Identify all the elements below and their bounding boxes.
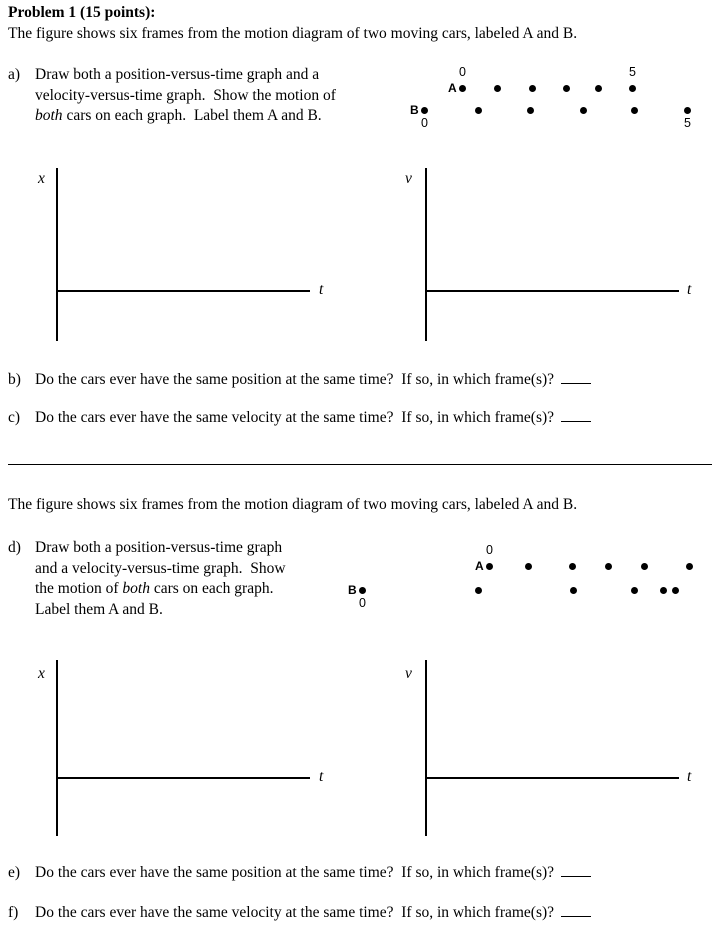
- question-e-marker: e): [8, 864, 21, 881]
- y-axis: [425, 168, 427, 341]
- motion-dot: [459, 85, 466, 92]
- motion-dot: [686, 563, 693, 570]
- frame-number-first: 0: [459, 65, 466, 79]
- part-a: [8, 65, 400, 127]
- motion-dot: [605, 563, 612, 570]
- part-a-line3-rest: cars on each graph. Label them A and B.: [62, 107, 322, 124]
- part-d-line3: [35, 579, 328, 600]
- y-axis: [56, 660, 58, 836]
- motion-dot: [563, 85, 570, 92]
- position-time-graph-d[interactable]: [38, 660, 338, 840]
- x-axis: [56, 290, 310, 292]
- motion-dot: [580, 107, 587, 114]
- motion-dot: [641, 563, 648, 570]
- intro-text: The figure shows six frames from the motion diagram of two moving cars, labeled A and B.: [8, 25, 578, 42]
- part-a-line3: [35, 106, 400, 127]
- question-b: [8, 368, 591, 391]
- problem-title: Problem 1 (15 points):: [8, 4, 156, 21]
- section-divider: [8, 464, 712, 465]
- car-label-b: B: [410, 103, 419, 117]
- x-axis-label: t: [687, 768, 692, 785]
- answer-blank-e[interactable]: [561, 861, 591, 877]
- car-label-a: A: [448, 81, 457, 95]
- motion-dot: [595, 85, 602, 92]
- question-f-marker: f): [8, 904, 19, 921]
- motion-dot: [486, 563, 493, 570]
- motion-dot: [672, 587, 679, 594]
- motion-dot: [684, 107, 691, 114]
- position-time-graph-a[interactable]: [38, 168, 338, 348]
- car-label-a: A: [475, 559, 484, 573]
- frame-number-first: 0: [486, 543, 493, 557]
- answer-blank-c[interactable]: [561, 406, 591, 422]
- italic-both-word: both: [35, 107, 63, 124]
- motion-dot: [421, 107, 428, 114]
- part-d-line1: Draw both a position-versus-time graph: [35, 539, 283, 556]
- car-label-b: B: [348, 583, 357, 597]
- frame-number-first: 0: [359, 596, 366, 610]
- question-c-marker: c): [8, 409, 21, 426]
- part-d-line3-start: the motion of: [35, 580, 123, 597]
- motion-dot: [660, 587, 667, 594]
- part-d: [8, 538, 328, 620]
- question-e-text: Do the cars ever have the same position at the same time? If so, in which frame(s)?: [35, 864, 555, 881]
- question-c-text: Do the cars ever have the same velocity at the same time? If so, in which frame(s)?: [35, 409, 555, 426]
- y-axis-label: x: [38, 170, 45, 187]
- frame-number-last: 5: [629, 65, 636, 79]
- question-e: [8, 861, 591, 884]
- question-f: [8, 901, 591, 924]
- italic-both-word: both: [122, 580, 150, 597]
- motion-dot: [631, 587, 638, 594]
- motion-dot: [527, 107, 534, 114]
- x-axis: [56, 777, 310, 779]
- x-axis: [425, 290, 679, 292]
- motion-dot: [525, 563, 532, 570]
- part-a-line2: velocity-versus-time graph. Show the motion of: [35, 86, 336, 104]
- intro-text-repeat: The figure shows six frames from the motion diagram of two moving cars, labeled A and B.: [8, 496, 578, 513]
- frame-number-last: 5: [684, 116, 691, 130]
- motion-dot: [475, 107, 482, 114]
- velocity-time-graph-d[interactable]: [403, 660, 703, 840]
- x-axis-label: t: [319, 281, 324, 298]
- motion-dot: [494, 85, 501, 92]
- part-d-text: [35, 538, 328, 620]
- part-d-line2: and a velocity-versus-time graph. Show: [35, 559, 286, 577]
- motion-diagram-bottom: [340, 542, 698, 616]
- question-b-text: Do the cars ever have the same position at the same time? If so, in which frame(s)?: [35, 371, 555, 388]
- frame-number-first: 0: [421, 116, 428, 130]
- motion-dot: [629, 85, 636, 92]
- motion-dot: [529, 85, 536, 92]
- motion-dot: [359, 587, 366, 594]
- x-axis-label: t: [319, 768, 324, 785]
- motion-dot: [570, 587, 577, 594]
- question-b-marker: b): [8, 371, 21, 388]
- question-f-text: Do the cars ever have the same velocity at the same time? If so, in which frame(s)?: [35, 904, 555, 921]
- answer-blank-b[interactable]: [561, 368, 591, 384]
- part-a-marker: a): [8, 66, 21, 83]
- part-a-text: [35, 65, 400, 127]
- motion-dot: [475, 587, 482, 594]
- motion-dot: [569, 563, 576, 570]
- velocity-time-graph-a[interactable]: [403, 168, 703, 348]
- y-axis: [56, 168, 58, 341]
- part-a-line1: Draw both a position-versus-time graph and a: [35, 66, 320, 83]
- motion-dot: [631, 107, 638, 114]
- answer-blank-f[interactable]: [561, 901, 591, 917]
- part-d-line3-rest: cars on each graph.: [149, 580, 274, 597]
- motion-diagram-top: [410, 64, 712, 138]
- y-axis-label: x: [38, 665, 45, 682]
- x-axis: [425, 777, 679, 779]
- y-axis: [425, 660, 427, 836]
- y-axis-label: v: [405, 170, 412, 187]
- part-d-line4: Label them A and B.: [35, 600, 163, 618]
- part-d-marker: d): [8, 539, 21, 556]
- y-axis-label: v: [405, 665, 412, 682]
- question-c: [8, 406, 591, 429]
- x-axis-label: t: [687, 281, 692, 298]
